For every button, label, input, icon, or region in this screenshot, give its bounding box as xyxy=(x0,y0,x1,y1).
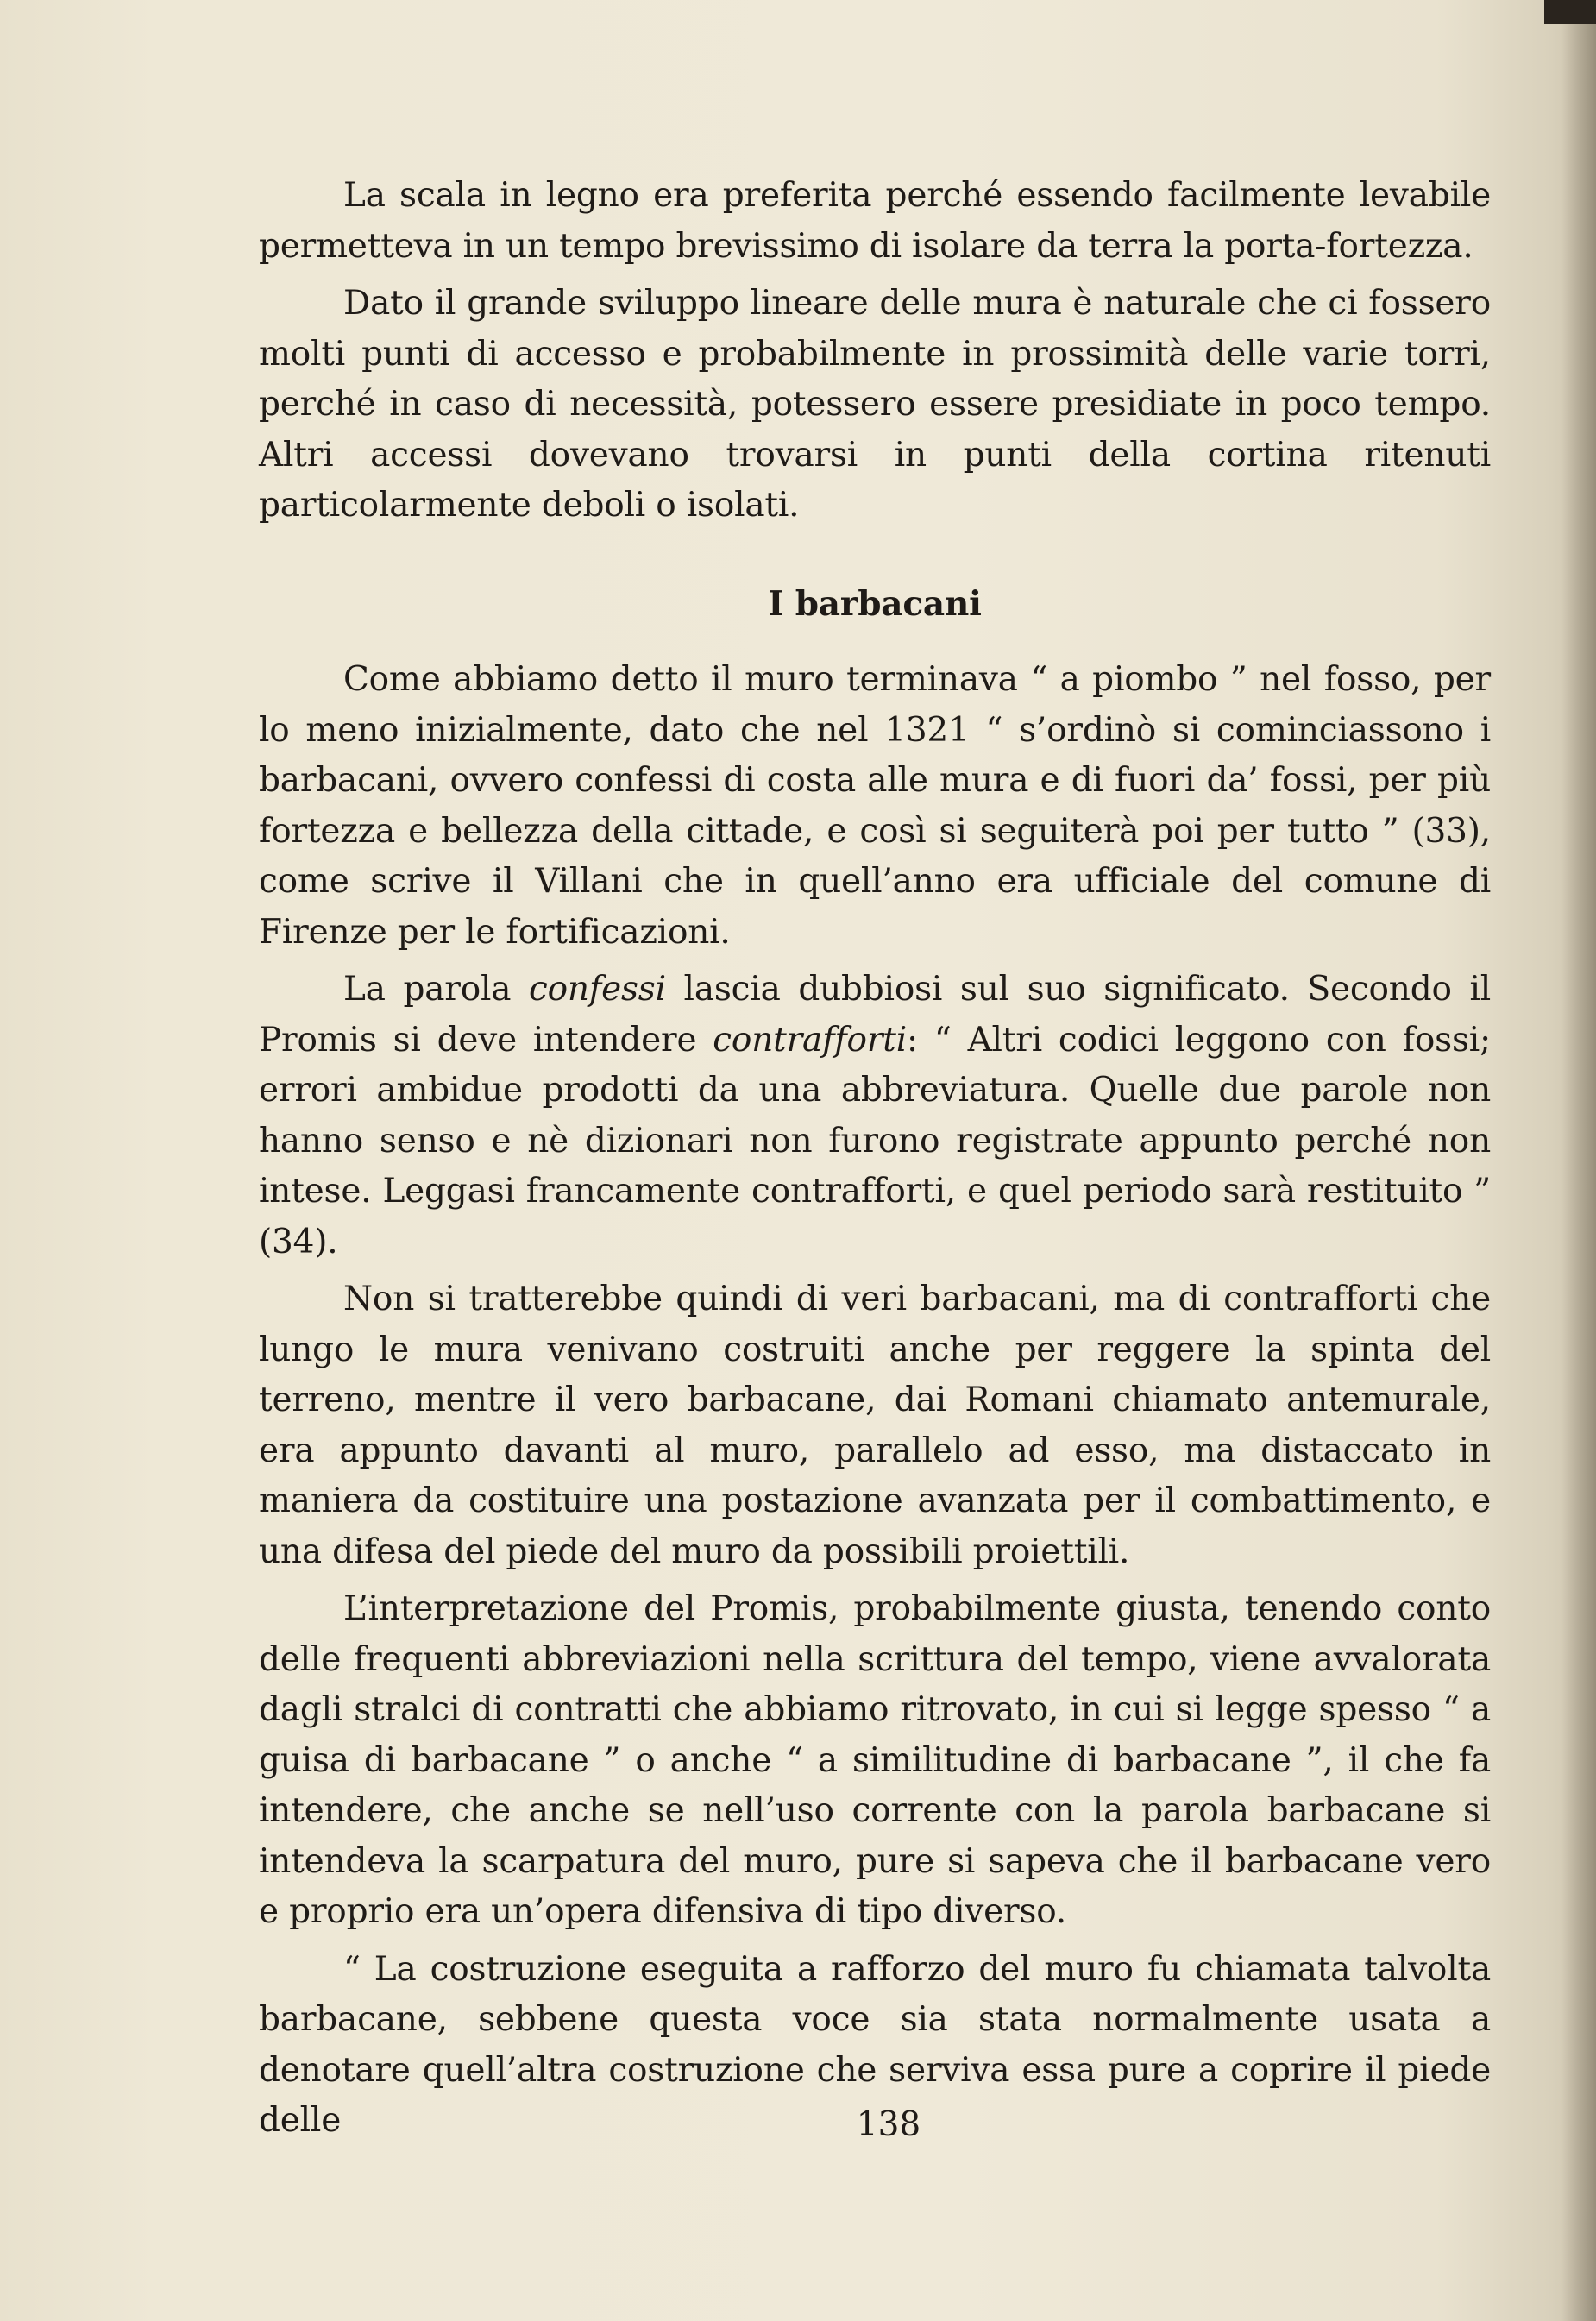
paragraph-3: Come abbiamo detto il muro terminava “ a piombo ” nel fosso, per lo meno inizialmente, dato che nel 1321 “ s’ordinò si cominciassono i barbacani, ovvero confessi di costa alle mura e di fuori da’ fossi, per più fortezza e bellezza della cittade, e così si seguiterà poi per tutto ” (33), come scrive il Villani che in quell’anno era ufficiale del comune di Firenze per le fortificazioni. xyxy=(259,660,1491,952)
paragraph-4 xyxy=(259,965,1491,1267)
paragraph-4-before: La parola xyxy=(343,970,529,1009)
paragraph-4-middle: lascia dubbiosi sul suo significato. Secondo il Promis si deve intendere xyxy=(259,970,1491,1060)
page-edge xyxy=(1544,0,1596,24)
paragraph-6: L’interpretazione del Promis, probabilmente giusta, tenendo conto delle frequenti abbreviazioni nella scrittura del tempo, viene avvalorata dagli stralci di contratti che abbiamo ritrovato, in cui si legge spesso “ a guisa di barbacane ” o anche “ a similitudine di barbacane ”, il che fa intendere, che anche se nell’uso corrente con la parola barbacane si intendeva la scarpatura del muro, pure si sapeva che il barbacane vero e proprio era un’opera difensiva di tipo diverso. xyxy=(259,1589,1491,1931)
body-text xyxy=(259,171,1491,2147)
paragraph-4-after: : “ Altri codici leggono con fossi; errori ambidue prodotti da una abbreviatura. Quelle due parole non hanno senso e nè dizionari non furono registrate appunto perché non intese. Leggasi francamente contrafforti, e quel periodo sarà restituito ” (34). xyxy=(259,1020,1491,1261)
paragraph-1: La scala in legno era preferita perché essendo facilmente levabile permetteva in un tempo brevissimo di isolare da terra la porta-fortezza. xyxy=(259,176,1491,266)
paragraph-4-italic-contrafforti: contrafforti xyxy=(713,1020,908,1060)
paragraph-7: “ La costruzione eseguita a rafforzo del muro fu chiamata talvolta barbacane, sebbene questa voce sia stata normalmente usata a denotare quell’altra costruzione che serviva essa pure a coprire il piede delle xyxy=(259,1949,1491,2140)
paragraph-5: Non si tratterebbe quindi di veri barbacani, ma di contrafforti che lungo le mura venivano costruiti anche per reggere la spinta del terreno, mentre il vero barbacane, dai Romani chiamato antemurale, era appunto davanti al muro, parallelo ad esso, ma distaccato in maniera da costituire una postazione avanzata per il combattimento, e una difesa del piede del muro da possibili proiettili. xyxy=(259,1280,1491,1571)
page-number: 138 xyxy=(856,2105,921,2144)
spine-shadow xyxy=(1561,0,1596,2321)
paragraph-4-italic-confessi: confessi xyxy=(529,970,666,1009)
paragraph-2: Dato il grande sviluppo lineare delle mura è naturale che ci fossero molti punti di accesso e probabilmente in prossimità delle varie torri, perché in caso di necessità, potessero essere presidiate in poco tempo. Altri accessi dovevano trovarsi in punti della cortina ritenuti particolarmente deboli o isolati. xyxy=(259,284,1491,525)
section-heading: I barbacani xyxy=(768,583,982,624)
